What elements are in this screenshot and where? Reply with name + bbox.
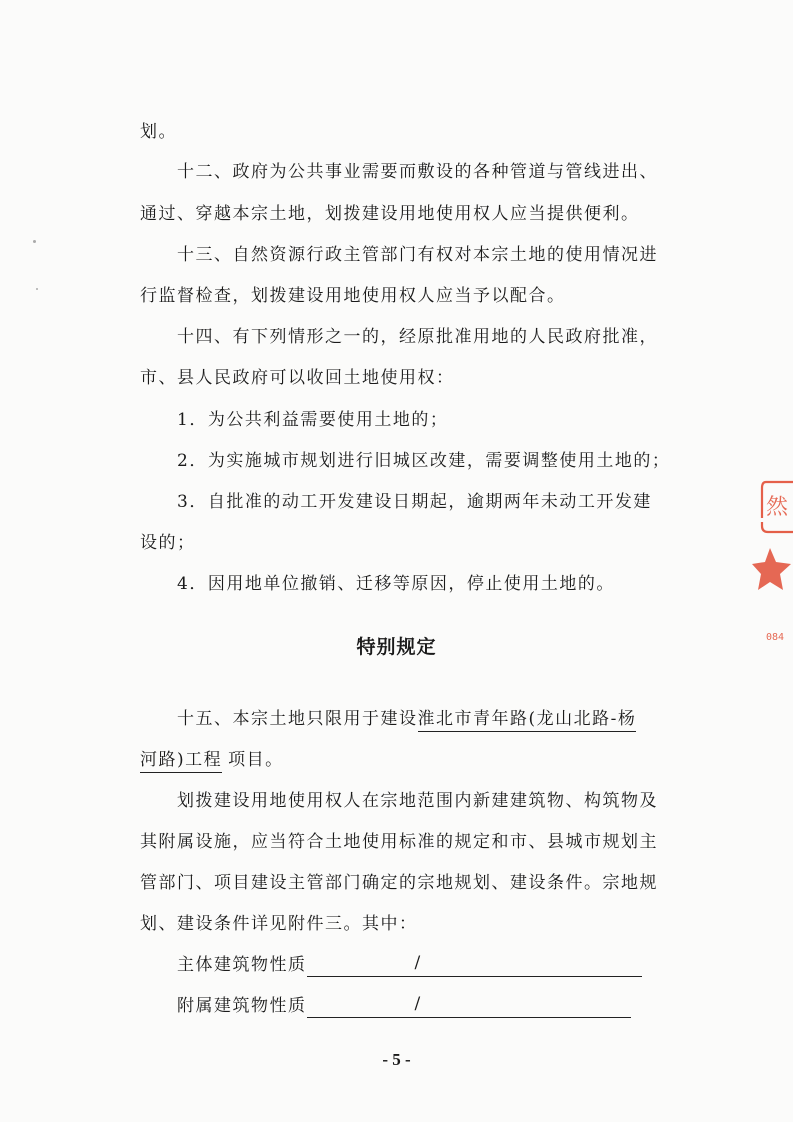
clause-14-item-3-line-2: 设的； [140,533,196,553]
clause-13-line-2: 行监督检查，划拨建设用地使用权人应当予以配合。 [140,286,566,306]
seal-graphic [752,470,793,650]
clause-14-item-3-line-1: 3．自批准的动工开发建设日期起，逾期两年未动工开发建 [177,492,652,512]
scan-speck [36,288,38,290]
para-line-2: 其附属设施，应当符合土地使用标准的规定和市、县城市规划主 [140,832,658,852]
clause-12-line-2: 通过、穿越本宗土地，划拨建设用地使用权人应当提供便利。 [140,204,640,224]
page-number: - 5 - [382,1050,411,1069]
clause-14-item-1: 1．为公共利益需要使用土地的； [177,410,449,430]
seal-star-icon [752,548,791,590]
clause-15-line-1: 十五、本宗土地只限用于建设淮北市青年路(龙山北路-杨 [0,707,793,732]
para-line-4: 划、建设条件详见附件三。其中： [140,914,418,934]
project-name-underlined-cont: 河路)工程 [140,748,222,773]
field-blank: / [307,997,631,1018]
scan-speck [33,240,36,243]
seal-char: 然 [766,495,789,520]
field-label: 附属建筑物性质 [177,996,307,1016]
project-name-underlined: 淮北市青年路(龙山北路-杨 [418,707,637,732]
clause-14-item-4: 4．因用地单位撤销、迁移等原因，停止使用土地的。 [177,574,615,594]
field-aux-building-nature [0,994,793,1018]
official-seal-partial [752,470,793,650]
clause-14-line-2: 市、县人民政府可以收回土地使用权： [140,368,455,388]
section-heading: 特别规定 [356,636,437,658]
seal-digits: 084 [766,632,785,643]
field-blank: / [307,956,642,977]
clause-14-line-1: 十四、有下列情形之一的，经原批准用地的人民政府批准， [177,327,658,347]
clause-12-line-1: 十二、政府为公共事业需要而敷设的各种管道与管线进出、 [177,162,658,182]
clause-15-line-2: 河路)工程项目。 [0,748,793,773]
para-line-3: 管部门、项目建设主管部门确定的宗地规划、建设条件。宗地规 [140,873,658,893]
text-line-1: 划。 [140,122,177,142]
para-line-1: 划拨建设用地使用权人在宗地范围内新建建筑物、构筑物及 [177,791,658,811]
clause-13-line-1: 十三、自然资源行政主管部门有权对本宗土地的使用情况进 [177,245,658,265]
clause-14-item-2: 2．为实施城市规划进行旧城区改建，需要调整使用土地的； [177,451,671,471]
field-label: 主体建筑物性质 [177,955,307,975]
field-main-building-nature [0,953,793,977]
